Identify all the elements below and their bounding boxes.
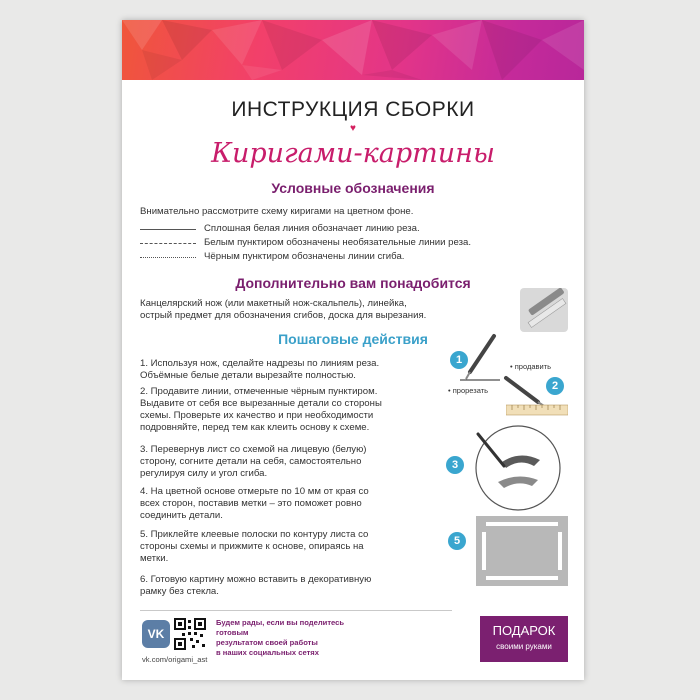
- step-line: соединить детали.: [140, 510, 223, 521]
- legend-item-label: Белым пунктиром обозначены необязательные линии реза.: [204, 237, 471, 248]
- tools-illustration: [520, 288, 568, 332]
- extra-line: острый предмет для обозначения сгибов, доска для вырезания.: [140, 310, 427, 321]
- adhesive-strips-illustration: [476, 516, 568, 586]
- vk-logo-icon[interactable]: VK: [142, 620, 170, 648]
- legend-intro: Внимательно рассмотрите схему киригами на цветном фоне.: [140, 206, 414, 217]
- step-line: 6. Готовую картину можно вставить в декоративную: [140, 574, 372, 585]
- instruction-sheet: [122, 20, 584, 680]
- label-press: • продавить: [510, 362, 552, 371]
- legend-item-dotted: [140, 251, 560, 263]
- step-line: схемы. Проверьте их качество и при необходимости: [140, 410, 374, 421]
- share-invite-text: [216, 618, 376, 658]
- knife-cut-illustration: [460, 332, 500, 384]
- step-5: [140, 529, 440, 565]
- dashed-line-sample: [140, 243, 196, 244]
- legend-item-label: Сплошная белая линия обозначает линию реза.: [204, 223, 420, 234]
- legend-item-label: Чёрным пунктиром обозначены линии сгиба.: [204, 251, 405, 262]
- step-badge-2: 2: [546, 377, 564, 395]
- gift-badge: [480, 616, 568, 662]
- legend-item-dashed: [140, 237, 560, 249]
- step-line: 5. Приклейте клеевые полоски по контуру листа со: [140, 529, 369, 540]
- step-line: 3. Перевернув лист со схемой на лицевую (белую): [140, 444, 367, 455]
- step-badge-3: 3: [446, 456, 464, 474]
- step-badge-5: 5: [448, 532, 466, 550]
- share-line: результатом своей работы: [216, 638, 318, 647]
- step-line: 2. Продавите линии, отмеченные чёрным пунктиром.: [140, 386, 378, 397]
- share-line: в наших социальных сетях: [216, 648, 319, 657]
- extra-line: Канцелярский нож (или макетный нож-скальпель), линейка,: [140, 298, 407, 309]
- ruler-icon: [506, 404, 568, 416]
- step-line: стороны схемы и прижмите к основе, опираясь на: [140, 541, 364, 552]
- legend-heading: Условные обозначения: [271, 180, 435, 196]
- step-4: [140, 486, 440, 522]
- header-banner: [122, 20, 584, 80]
- qr-code-icon: [174, 618, 206, 650]
- step-line: рамку без стекла.: [140, 586, 219, 597]
- step-6: [140, 574, 440, 598]
- label-cut: • прорезать: [448, 386, 489, 395]
- step-line: 1. Используя нож, сделайте надрезы по линиям реза.: [140, 358, 380, 369]
- share-line: Будем рады, если вы поделитесь готовым: [216, 618, 345, 637]
- dotted-line-sample: [140, 257, 196, 258]
- origami-pattern: [122, 20, 584, 80]
- steps-heading: Пошаговые действия: [278, 331, 428, 347]
- step-line: Выдавите от себя все вырезанные детали со стороны: [140, 398, 382, 409]
- step-badge-1: 1: [450, 351, 468, 369]
- solid-line-sample: [140, 229, 196, 230]
- gift-title: ПОДАРОК: [492, 623, 556, 638]
- heart-icon: ♥: [350, 123, 356, 134]
- step-line: Объёмные белые детали вырезайте полностью.: [140, 370, 356, 381]
- step-line: подровняйте, перед тем как клеить основу к схеме.: [140, 422, 370, 433]
- step-line: сторону, согните детали на себя, самостоятельно: [140, 456, 362, 467]
- legend-item-solid: [140, 223, 560, 235]
- step-line: метки.: [140, 553, 169, 564]
- folding-illustration: [474, 424, 562, 512]
- gift-subtitle: своими руками: [496, 642, 552, 651]
- page-title: ИНСТРУКЦИЯ СБОРКИ: [231, 98, 475, 121]
- step-line: всех сторон, поставив метки – это поможет ровно: [140, 498, 362, 509]
- page-subtitle: Киригами-картины: [211, 138, 495, 169]
- extra-text: [140, 298, 510, 322]
- step-2: [140, 386, 440, 434]
- extra-heading: Дополнительно вам понадобится: [235, 275, 471, 291]
- footer-divider: [140, 610, 452, 611]
- step-3: [140, 444, 440, 480]
- step-1: [140, 358, 440, 382]
- vk-url-link[interactable]: vk.com/origami_ast: [142, 655, 208, 664]
- step-line: 4. На цветной основе отмерьте по 10 мм от края со: [140, 486, 369, 497]
- step-line: регулируя силу и угол сгиба.: [140, 468, 268, 479]
